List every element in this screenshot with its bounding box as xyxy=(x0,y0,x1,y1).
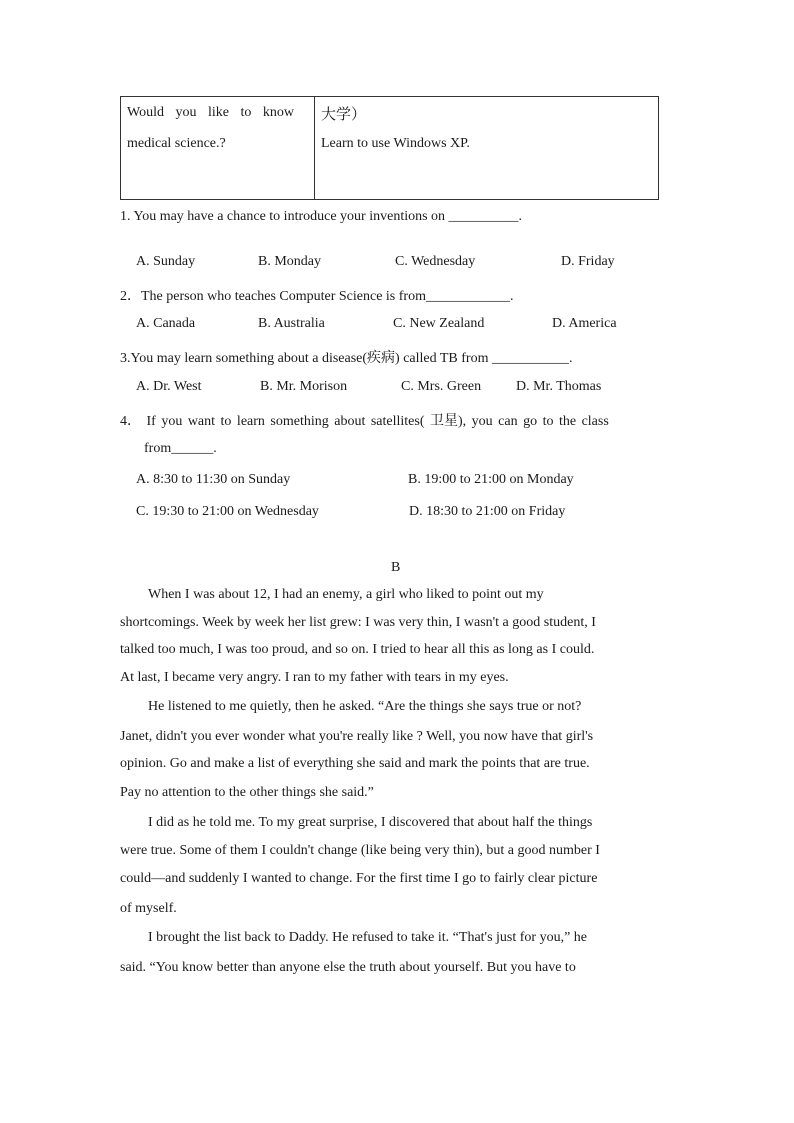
question-1-option-c: C. Wednesday xyxy=(395,254,476,269)
passage-line: opinion. Go and make a list of everything she said and mark the points that are true. xyxy=(120,756,590,771)
passage-line: I did as he told me. To my great surprise, I discovered that about half the things xyxy=(148,815,593,830)
question-4-option-c: C. 19:30 to 21:00 on Wednesday xyxy=(136,504,319,519)
passage-line: could—and suddenly I wanted to change. For the first time I go to fairly clear picture xyxy=(120,871,598,886)
question-1-stem: 1. You may have a chance to introduce your inventions on __________. xyxy=(120,209,523,224)
section-b-heading: B xyxy=(391,560,401,575)
question-4-stem-line-2: from______. xyxy=(144,441,217,456)
passage-line: When I was about 12, I had an enemy, a girl who liked to point out my xyxy=(148,587,544,602)
question-1-option-b: B. Monday xyxy=(258,254,321,269)
passage-line: At last, I became very angry. I ran to my father with tears in my eyes. xyxy=(120,670,509,685)
table-right-line-2: Learn to use Windows XP. xyxy=(321,136,470,151)
passage-line: talked too much, I was too proud, and so on. I tried to hear all this as long as I could. xyxy=(120,642,595,657)
passage-line: said. “You know better than anyone else the truth about yourself. But you have to xyxy=(120,960,576,975)
passage-line: were true. Some of them I couldn't change (like being very thin), but a good number I xyxy=(120,843,600,858)
table-right-line-1: 大学） xyxy=(321,107,367,123)
question-2-option-c: C. New Zealand xyxy=(393,316,485,331)
question-3-option-c: C. Mrs. Green xyxy=(401,379,482,394)
question-2-option-b: B. Australia xyxy=(258,316,325,331)
table-left-line-2: medical science.? xyxy=(127,136,226,151)
table-cell-left xyxy=(121,97,315,200)
passage-line: shortcomings. Week by week her list grew: I was very thin, I wasn't a good student, I xyxy=(120,615,596,630)
question-4-option-b: B. 19:00 to 21:00 on Monday xyxy=(408,472,574,487)
question-3-option-d: D. Mr. Thomas xyxy=(516,379,602,394)
passage-line: of myself. xyxy=(120,901,177,916)
question-2-option-d: D. America xyxy=(552,316,617,331)
question-2-stem: 2．The person who teaches Computer Science is from____________. xyxy=(120,289,514,304)
table-left-line-1: Would you like to know xyxy=(127,105,294,120)
passage-line: Pay no attention to the other things she said.” xyxy=(120,785,374,800)
question-4-option-d: D. 18:30 to 21:00 on Friday xyxy=(409,504,566,519)
question-4-stem-line-1: 4． If you want to learn something about satellites( 卫星), you can go to the class xyxy=(120,414,609,429)
passage-line: Janet, didn't you ever wonder what you're really like ? Well, you now have that girl's xyxy=(120,729,594,744)
table-cell-right xyxy=(315,97,659,200)
question-4-option-a: A. 8:30 to 11:30 on Sunday xyxy=(136,472,291,487)
info-table xyxy=(120,96,659,200)
question-3-option-b: B. Mr. Morison xyxy=(260,379,348,394)
question-1-option-d: D. Friday xyxy=(561,254,615,269)
question-1-option-a: A. Sunday xyxy=(136,254,196,269)
passage-line: He listened to me quietly, then he asked. “Are the things she says true or not? xyxy=(148,699,582,714)
question-3-option-a: A. Dr. West xyxy=(136,379,202,394)
passage-line: I brought the list back to Daddy. He refused to take it. “That's just for you,” he xyxy=(148,930,587,945)
question-2-option-a: A. Canada xyxy=(136,316,196,331)
question-3-stem: 3.You may learn something about a disease(疾病) called TB from ___________. xyxy=(120,351,573,366)
